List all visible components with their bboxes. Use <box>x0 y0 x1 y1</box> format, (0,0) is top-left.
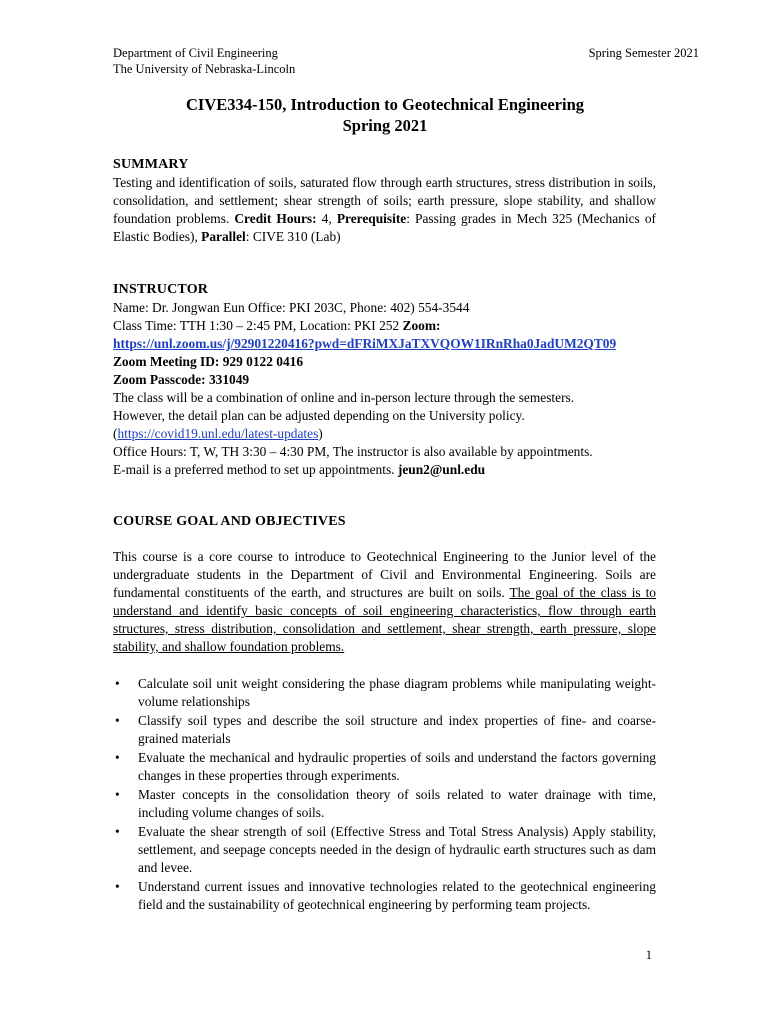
objective-text: Evaluate the shear strength of soil (Effective Stress and Total Stress Analysis) Apply stability, settlement, and seepage concepts needed in the design of hydraulic earth structures such as dam and levee. <box>138 824 656 875</box>
bullet: • <box>115 787 120 802</box>
zoom-link-line <box>113 335 656 353</box>
goals-heading: COURSE GOAL AND OBJECTIVES <box>113 514 346 529</box>
page-number: 1 <box>645 948 652 962</box>
title-block <box>113 94 657 136</box>
objective-item <box>113 878 656 914</box>
header-semester: Spring Semester 2021 <box>588 46 699 60</box>
parallel-label: Parallel <box>201 229 246 244</box>
instructor-name-line: Name: Dr. Jongwan Eun Office: PKI 203C, Phone: 402) 554-3544 <box>113 300 470 315</box>
zoom-passcode: Zoom Passcode: 331049 <box>113 372 250 387</box>
covid-link-line <box>113 425 656 443</box>
class-time-line <box>113 317 656 335</box>
goals-underlined: The goal of the class is to understand and identify basic concepts of soil engineering characteristics, flow through earth structures, stress distribution, consolidation and settlement, shear strength, earth pressure, slope stability, and shallow foundation problems. <box>113 585 657 654</box>
objectives-list <box>113 675 656 914</box>
course-title: CIVE334-150, Introduction to Geotechnical Engineering <box>186 95 584 114</box>
goals-paragraph <box>113 548 656 656</box>
zoom-meeting-id: Zoom Meeting ID: 929 0122 0416 <box>113 354 304 369</box>
parallel-value: : CIVE 310 (Lab) <box>245 229 341 244</box>
bullet: • <box>115 824 120 839</box>
header-left <box>113 45 295 77</box>
objective-item <box>113 823 656 877</box>
summary-heading: SUMMARY <box>113 157 189 172</box>
instructor-section <box>113 280 656 479</box>
objective-item <box>113 786 656 822</box>
bullet: • <box>115 676 120 691</box>
instructor-email: jeun2@unl.edu <box>397 462 486 477</box>
prerequisite-label: Prerequisite <box>336 211 407 226</box>
goals-intro: This course is a core course to introduce to Geotechnical Engineering to the Junior level of the undergraduate students in the Department of Civil and Environmental Engineering. Soils are fundamental constituents of the earth, and structures are built on soils. <box>113 549 656 600</box>
summary-section <box>113 155 656 246</box>
header-university: The University of Nebraska-Lincoln <box>113 62 296 76</box>
paren-open: ( <box>113 426 118 441</box>
email-line <box>113 461 656 479</box>
credit-hours-value: 4, <box>321 211 332 226</box>
summary-paragraph <box>113 174 656 246</box>
paren-close: ) <box>318 426 323 441</box>
summary-text: Testing and identification of soils, saturated flow through earth structures, stress distribution in soils, consolidation, and settlement; shear strength of soils; earth pressure, slope stability, and shallow foundation problems. <box>113 175 656 226</box>
objective-text: Evaluate the mechanical and hydraulic properties of soils and understand the factors governing changes in these properties through experiments. <box>138 750 656 783</box>
plan-adjust-note: However, the detail plan can be adjusted depending on the University policy. <box>113 408 525 423</box>
bullet: • <box>115 713 120 728</box>
zoom-label: Zoom: <box>402 318 441 333</box>
class-time: Class Time: TTH 1:30 – 2:45 PM, Location: PKI 252 <box>113 318 400 333</box>
credit-hours-label: Credit Hours: <box>234 211 317 226</box>
office-hours: Office Hours: T, W, TH 3:30 – 4:30 PM, The instructor is also available by appointments. <box>113 444 593 459</box>
objective-text: Master concepts in the consolidation theory of soils related to water drainage with time, including volume changes of soils. <box>138 787 656 820</box>
class-format-note: The class will be a combination of online and in-person lecture through the semesters. <box>113 390 575 405</box>
objective-text: Classify soil types and describe the soil structure and index properties of fine- and coarse-grained materials <box>138 713 656 746</box>
objective-item <box>113 749 656 785</box>
header-department: Department of Civil Engineering <box>113 46 278 60</box>
course-term: Spring 2021 <box>342 116 428 135</box>
bullet: • <box>115 750 120 765</box>
zoom-link[interactable]: https://unl.zoom.us/j/92901220416?pwd=dFRiMXJaTXVQOW1IRnRha0JadUM2QT09 <box>113 336 617 351</box>
objective-text: Understand current issues and innovative technologies related to the geotechnical engineering field and the sustainability of geotechnical engineering by performing team projects. <box>138 879 656 912</box>
email-text: E-mail is a preferred method to set up appointments. <box>113 462 395 477</box>
covid-updates-link[interactable]: https://covid19.unl.edu/latest-updates <box>117 426 319 441</box>
prerequisite-value: : Passing grades in Mech 325 (Mechanics of Elastic Bodies), <box>113 211 656 244</box>
bullet: • <box>115 879 120 894</box>
goals-section <box>113 512 656 915</box>
objective-item <box>113 675 656 711</box>
instructor-heading: INSTRUCTOR <box>113 282 209 297</box>
objective-text: Calculate soil unit weight considering the phase diagram problems while manipulating weight-volume relationships <box>138 676 656 709</box>
objective-item <box>113 712 656 748</box>
